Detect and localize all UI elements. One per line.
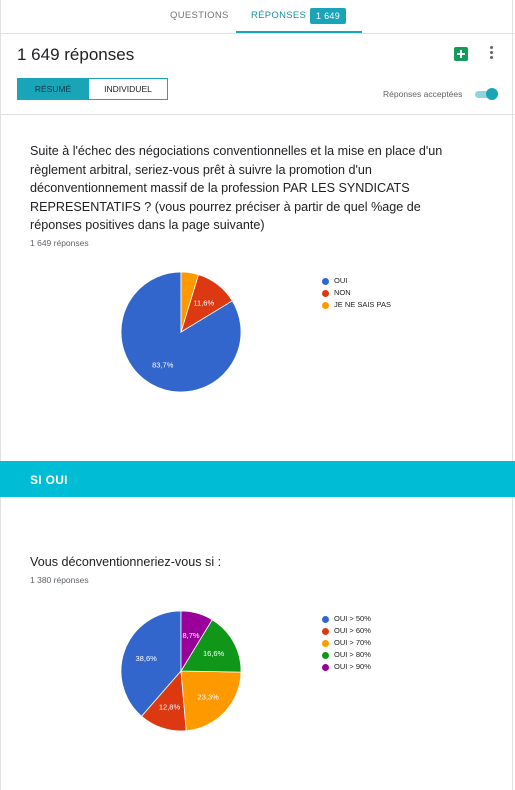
question-title: Vous déconventionneriez-vous si : <box>30 555 222 569</box>
pie-chart-q2 <box>116 606 246 736</box>
legend-label: OUI > 80% <box>334 650 371 659</box>
legend-swatch <box>322 664 329 671</box>
question-response-count: 1 649 réponses <box>30 238 89 248</box>
legend-label: OUI > 70% <box>334 638 371 647</box>
tab-responses[interactable] <box>236 0 362 33</box>
legend-swatch <box>322 628 329 635</box>
legend-label: JE NE SAIS PAS <box>334 300 391 309</box>
legend-swatch <box>322 652 329 659</box>
page-title: 1 649 réponses <box>17 45 135 64</box>
tab-questions[interactable]: QUESTIONS <box>170 10 229 21</box>
tab-bar <box>0 0 515 34</box>
legend-label: OUI <box>334 276 348 285</box>
legend-item <box>322 637 371 649</box>
pie-slice-label: 11,6% <box>193 298 215 308</box>
legend-q2 <box>322 613 371 673</box>
section-title: SI OUI <box>30 473 68 487</box>
accepting-responses-toggle[interactable] <box>473 88 497 100</box>
view-toggle <box>17 78 168 100</box>
header-divider <box>0 114 515 115</box>
question-response-count: 1 380 réponses <box>30 575 89 585</box>
individual-view-button[interactable]: INDIVIDUEL <box>88 79 167 99</box>
question-title: Suite à l'échec des négociations conventionnelles et la mise en place d'un règlement arbitral, seriez-vous prêt à suivre la promotion d'un déconventionnement massif de la profession PAR LES SYNDICATS REPRESENTATIFS ? (vous pourrez préciser à partir de quel %age de réponses positives dans la page suivante) <box>30 144 443 232</box>
legend-item <box>322 613 371 625</box>
legend-label: OUI > 50% <box>334 614 371 623</box>
tab-responses-label: RÉPONSES <box>251 10 307 21</box>
legend-swatch <box>322 290 329 297</box>
spreadsheet-icon[interactable] <box>454 47 468 61</box>
pie-slice-label: 23,3% <box>197 692 219 702</box>
legend-q1 <box>322 275 391 311</box>
accepting-responses-label: Réponses acceptées <box>383 89 463 99</box>
pie-slice-label: 12,8% <box>158 702 181 712</box>
legend-item <box>322 625 371 637</box>
legend-item <box>322 287 391 299</box>
legend-swatch <box>322 302 329 309</box>
legend-item <box>322 649 371 661</box>
legend-swatch <box>322 616 329 623</box>
pie-chart-q1 <box>116 267 246 397</box>
pie-slice-label: 8,7% <box>182 631 200 641</box>
legend-item <box>322 299 391 311</box>
legend-label: OUI > 60% <box>334 626 371 635</box>
toggle-knob <box>486 88 498 100</box>
pie-slice-label: 83,7% <box>152 360 174 370</box>
more-vert-icon[interactable] <box>490 46 494 60</box>
summary-view-button[interactable]: RÉSUMÉ <box>18 79 88 99</box>
pie-slice-label: 38,6% <box>135 653 157 663</box>
legend-label: OUI > 90% <box>334 662 371 671</box>
legend-item <box>322 275 391 287</box>
responses-count-badge: 1 649 <box>310 8 346 24</box>
pie-slice-label: 16,6% <box>202 649 225 659</box>
section-header <box>0 461 515 497</box>
legend-swatch <box>322 278 329 285</box>
legend-swatch <box>322 640 329 647</box>
legend-label: NON <box>334 288 351 297</box>
legend-item <box>322 661 371 673</box>
